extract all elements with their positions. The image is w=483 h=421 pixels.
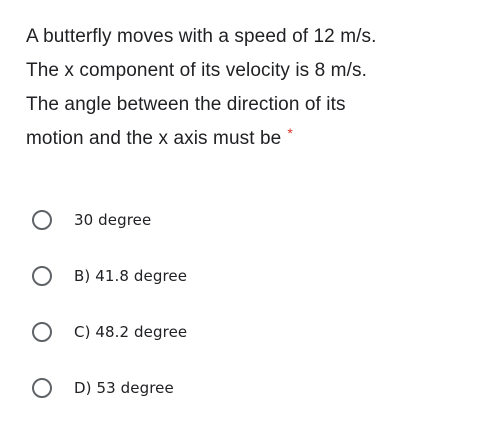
option-1[interactable] [32, 192, 452, 248]
option-2[interactable] [32, 248, 452, 304]
option-1-label[interactable]: 30 degree [74, 211, 152, 229]
question-line-4 [26, 122, 466, 156]
radio-button-icon[interactable] [32, 210, 52, 230]
option-4-label[interactable]: D) 53 degree [74, 379, 174, 397]
question-title [26, 20, 466, 156]
radio-button-icon[interactable] [32, 322, 52, 342]
question-line-2: The x component of its velocity is 8 m/s. [26, 60, 367, 81]
option-2-label[interactable]: B) 41.8 degree [74, 267, 188, 285]
option-3-label[interactable]: C) 48.2 degree [74, 323, 188, 341]
option-3[interactable] [32, 304, 452, 360]
answer-options [32, 192, 452, 416]
radio-button-icon[interactable] [32, 266, 52, 286]
question-line-4-text: motion and the x axis must be [26, 128, 282, 149]
radio-button-icon[interactable] [32, 378, 52, 398]
required-asterisk: * [287, 125, 293, 141]
question-line-3: The angle between the direction of its [26, 94, 346, 115]
question-line-1: A butterfly moves with a speed of 12 m/s. [26, 26, 377, 47]
option-4[interactable] [32, 360, 452, 416]
